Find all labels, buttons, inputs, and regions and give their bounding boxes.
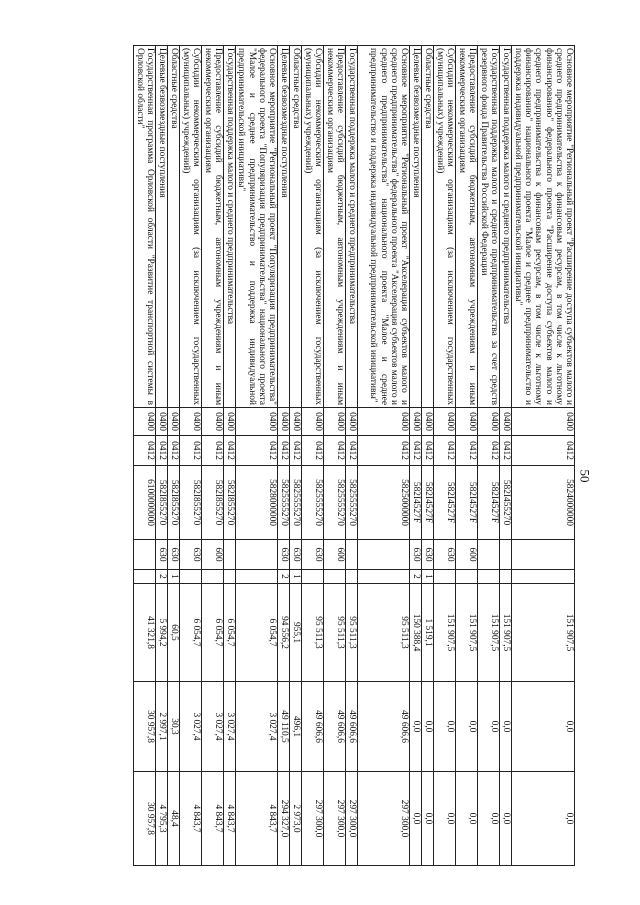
target-article-cell: 5824000000 — [512, 466, 575, 540]
amount-year1-cell: 6 054,7 — [236, 584, 278, 682]
target-article-cell: 582I455270 — [500, 466, 512, 540]
row-name-cell: Государственная поддержка малого и среднего предпринимательства — [500, 46, 512, 408]
section-code-cell: 0400 — [422, 408, 434, 436]
rotated-budget-table-area — [60, 45, 575, 865]
amount-year2-cell: 0,0 — [434, 682, 456, 772]
amount-year3-cell: 294 327,0 — [278, 772, 290, 866]
table-row — [422, 46, 434, 866]
section-code-cell: 0400 — [202, 408, 224, 436]
funding-source-cell: 1 — [422, 570, 434, 584]
expense-type-cell — [358, 540, 410, 570]
subsection-code-cell: 0412 — [346, 436, 358, 466]
amount-year2-cell: 30 957,8 — [134, 682, 156, 772]
expense-type-cell — [500, 540, 512, 570]
subsection-code-cell: 0412 — [202, 436, 224, 466]
section-code-cell: 0400 — [358, 408, 410, 436]
table-row — [202, 46, 224, 866]
subsection-code-cell: 0412 — [290, 436, 302, 466]
row-name-cell: Основное мероприятие "Региональный проект "Расширение доступа субъектов малого и среднего предпринимательства к финансовым ресурсам, в том числе к льготному финансированию" федерального проекта "Расширение доступа субъектов малого и среднего предпринимательства к финансовым ресурсам, в том числе к льготному финансированию" национального проекта "Малое и среднее предпринимательство и поддержка индивидуальной предпринимательской инициативы" — [512, 46, 575, 408]
amount-year2-cell: 30,3 — [168, 682, 180, 772]
table-row — [434, 46, 456, 866]
funding-source-cell — [478, 570, 500, 584]
amount-year2-cell: 2 997,1 — [156, 682, 168, 772]
table-row — [290, 46, 302, 866]
table-row — [156, 46, 168, 866]
table-row — [358, 46, 410, 866]
target-article-cell: 582I4527F — [422, 466, 434, 540]
expense-type-cell: 630 — [180, 540, 202, 570]
subsection-code-cell: 0412 — [134, 436, 156, 466]
subsection-code-cell: 0412 — [358, 436, 410, 466]
amount-year1-cell: 5 994,2 — [156, 584, 168, 682]
funding-source-cell — [358, 570, 410, 584]
subsection-code-cell: 0412 — [278, 436, 290, 466]
table-row — [224, 46, 236, 866]
amount-year2-cell: 3 027,4 — [202, 682, 224, 772]
target-article-cell: 582I855270 — [224, 466, 236, 540]
amount-year3-cell: 297 300,0 — [358, 772, 410, 866]
target-article-cell: 582I855270 — [180, 466, 202, 540]
amount-year2-cell: 0,0 — [478, 682, 500, 772]
row-name-cell: Целевые безвозмездные поступления — [278, 46, 290, 408]
section-code-cell: 0400 — [478, 408, 500, 436]
section-code-cell: 0400 — [290, 408, 302, 436]
amount-year1-cell: 151 907,5 — [500, 584, 512, 682]
table-row — [168, 46, 180, 866]
target-article-cell: 5825555270 — [290, 466, 302, 540]
section-code-cell: 0400 — [278, 408, 290, 436]
amount-year2-cell: 3 027,4 — [236, 682, 278, 772]
subsection-code-cell: 0412 — [236, 436, 278, 466]
funding-source-cell — [324, 570, 346, 584]
amount-year3-cell: 0,0 — [512, 772, 575, 866]
funding-source-cell — [180, 570, 202, 584]
section-code-cell: 0400 — [434, 408, 456, 436]
amount-year3-cell: 4 843,7 — [180, 772, 202, 866]
funding-source-cell — [236, 570, 278, 584]
expense-type-cell: 600 — [456, 540, 478, 570]
amount-year1-cell: 6 054,7 — [202, 584, 224, 682]
funding-source-cell: 2 — [410, 570, 422, 584]
expense-type-cell — [512, 540, 575, 570]
row-name-cell: Субсидии некоммерческим организациям (за исключением государственных (муниципальных) учреждений) — [302, 46, 324, 408]
amount-year2-cell: 0,0 — [500, 682, 512, 772]
funding-source-cell — [134, 570, 156, 584]
section-code-cell: 0400 — [302, 408, 324, 436]
amount-year1-cell: 60,5 — [168, 584, 180, 682]
amount-year1-cell: 151 907,5 — [478, 584, 500, 682]
section-code-cell: 0400 — [236, 408, 278, 436]
target-article-cell: 582I4527F — [410, 466, 422, 540]
funding-source-cell — [434, 570, 456, 584]
amount-year1-cell: 150 388,4 — [410, 584, 422, 682]
target-article-cell: 582I855270 — [202, 466, 224, 540]
amount-year1-cell: 95 511,3 — [346, 584, 358, 682]
section-code-cell: 0400 — [500, 408, 512, 436]
funding-source-cell — [500, 570, 512, 584]
amount-year3-cell: 0,0 — [434, 772, 456, 866]
amount-year1-cell: 95 511,3 — [324, 584, 346, 682]
amount-year3-cell: 4 843,7 — [236, 772, 278, 866]
funding-source-cell — [302, 570, 324, 584]
table-row — [180, 46, 202, 866]
subsection-code-cell: 0412 — [410, 436, 422, 466]
amount-year3-cell: 297 300,0 — [346, 772, 358, 866]
target-article-cell: 582I855270 — [168, 466, 180, 540]
amount-year2-cell: 496,1 — [290, 682, 302, 772]
row-name-cell: Предоставление субсидий бюджетным, автономным учреждениям и иным некоммерческим организациям — [202, 46, 224, 408]
row-name-cell: Целевые безвозмездные поступления — [410, 46, 422, 408]
budget-table — [133, 45, 575, 866]
amount-year2-cell: 3 027,4 — [180, 682, 202, 772]
amount-year3-cell: 4 843,7 — [202, 772, 224, 866]
amount-year1-cell: 41 321,8 — [134, 584, 156, 682]
subsection-code-cell: 0412 — [156, 436, 168, 466]
amount-year1-cell: 151 907,5 — [434, 584, 456, 682]
amount-year2-cell: 49 606,6 — [324, 682, 346, 772]
table-row — [478, 46, 500, 866]
amount-year3-cell: 4 795,3 — [156, 772, 168, 866]
amount-year1-cell: 151 907,5 — [456, 584, 478, 682]
amount-year2-cell: 0,0 — [410, 682, 422, 772]
target-article-cell: 5825555270 — [346, 466, 358, 540]
target-article-cell: 582I4527F — [478, 466, 500, 540]
amount-year1-cell: 1 519,1 — [422, 584, 434, 682]
expense-type-cell: 630 — [302, 540, 324, 570]
amount-year2-cell: 0,0 — [422, 682, 434, 772]
table-row — [236, 46, 278, 866]
amount-year2-cell: 49 606,6 — [346, 682, 358, 772]
amount-year2-cell: 0,0 — [456, 682, 478, 772]
amount-year1-cell: 95 511,3 — [302, 584, 324, 682]
subsection-code-cell: 0412 — [512, 436, 575, 466]
funding-source-cell — [512, 570, 575, 584]
expense-type-cell — [236, 540, 278, 570]
subsection-code-cell: 0412 — [168, 436, 180, 466]
expense-type-cell — [134, 540, 156, 570]
amount-year1-cell: 94 556,2 — [278, 584, 290, 682]
amount-year3-cell: 0,0 — [456, 772, 478, 866]
funding-source-cell: 2 — [156, 570, 168, 584]
amount-year1-cell: 6 054,7 — [224, 584, 236, 682]
table-row — [456, 46, 478, 866]
expense-type-cell: 630 — [168, 540, 180, 570]
target-article-cell: 582I855270 — [156, 466, 168, 540]
section-code-cell: 0400 — [324, 408, 346, 436]
section-code-cell: 0400 — [168, 408, 180, 436]
table-row — [346, 46, 358, 866]
amount-year3-cell: 0,0 — [500, 772, 512, 866]
table-row — [500, 46, 512, 866]
target-article-cell: 6100000000 — [134, 466, 156, 540]
amount-year3-cell: 0,0 — [410, 772, 422, 866]
amount-year2-cell: 49 606,6 — [302, 682, 324, 772]
subsection-code-cell: 0412 — [456, 436, 478, 466]
row-name-cell: Государственная поддержка малого и среднего предпринимательства — [224, 46, 236, 408]
row-name-cell: Государственная поддержка малого и среднего предпринимательства за счет средств резервного фонда Правительства Российской Федерации — [478, 46, 500, 408]
subsection-code-cell: 0412 — [422, 436, 434, 466]
budget-table-body — [134, 46, 575, 866]
row-name-cell: Субсидии некоммерческим организациям (за исключением государственных (муниципальных) учреждений) — [434, 46, 456, 408]
section-code-cell: 0400 — [180, 408, 202, 436]
target-article-cell: 5825555270 — [324, 466, 346, 540]
expense-type-cell: 630 — [422, 540, 434, 570]
section-code-cell: 0400 — [134, 408, 156, 436]
row-name-cell: Областные средства — [168, 46, 180, 408]
section-code-cell: 0400 — [346, 408, 358, 436]
table-row — [324, 46, 346, 866]
target-article-cell: 5825555270 — [278, 466, 290, 540]
table-row — [512, 46, 575, 866]
amount-year3-cell: 30 957,8 — [134, 772, 156, 866]
section-code-cell: 0400 — [224, 408, 236, 436]
amount-year1-cell: 955,1 — [290, 584, 302, 682]
expense-type-cell: 630 — [278, 540, 290, 570]
target-article-cell: 582I4527F — [456, 466, 478, 540]
funding-source-cell: 1 — [168, 570, 180, 584]
row-name-cell: Государственная программа Орловской области "Развитие транспортной системы в Орловской области" — [134, 46, 156, 408]
amount-year3-cell: 0,0 — [478, 772, 500, 866]
section-code-cell: 0400 — [410, 408, 422, 436]
table-row — [278, 46, 290, 866]
target-article-cell: 5828000000 — [236, 466, 278, 540]
amount-year2-cell: 49 110,5 — [278, 682, 290, 772]
section-code-cell: 0400 — [156, 408, 168, 436]
row-name-cell: Областные средства — [422, 46, 434, 408]
funding-source-cell: 2 — [278, 570, 290, 584]
subsection-code-cell: 0412 — [302, 436, 324, 466]
amount-year3-cell: 0,0 — [422, 772, 434, 866]
table-row — [410, 46, 422, 866]
funding-source-cell — [346, 570, 358, 584]
table-row — [134, 46, 156, 866]
amount-year2-cell: 49 606,6 — [358, 682, 410, 772]
subsection-code-cell: 0412 — [180, 436, 202, 466]
row-name-cell: Предоставление субсидий бюджетным, автономным учреждениям и иным некоммерческим организациям — [456, 46, 478, 408]
funding-source-cell — [224, 570, 236, 584]
table-row — [302, 46, 324, 866]
amount-year3-cell: 4 843,7 — [224, 772, 236, 866]
amount-year1-cell: 95 511,3 — [358, 584, 410, 682]
expense-type-cell — [478, 540, 500, 570]
expense-type-cell: 630 — [410, 540, 422, 570]
target-article-cell: 5825555270 — [302, 466, 324, 540]
row-name-cell: Предоставление субсидий бюджетным, автономным учреждениям и иным некоммерческим организациям — [324, 46, 346, 408]
expense-type-cell — [224, 540, 236, 570]
row-name-cell: Государственная поддержка малого и среднего предпринимательства — [346, 46, 358, 408]
row-name-cell: Субсидии некоммерческим организациям (за исключением государственных (муниципальных) учреждений) — [180, 46, 202, 408]
target-article-cell: 5825000000 — [358, 466, 410, 540]
amount-year3-cell: 48,4 — [168, 772, 180, 866]
funding-source-cell — [202, 570, 224, 584]
target-article-cell: 582I4527F — [434, 466, 456, 540]
funding-source-cell: 1 — [290, 570, 302, 584]
row-name-cell: Целевые безвозмездные поступления — [156, 46, 168, 408]
amount-year1-cell: 6 054,7 — [180, 584, 202, 682]
expense-type-cell: 630 — [434, 540, 456, 570]
funding-source-cell — [456, 570, 478, 584]
expense-type-cell: 600 — [202, 540, 224, 570]
expense-type-cell: 630 — [156, 540, 168, 570]
amount-year1-cell: 151 907,5 — [512, 584, 575, 682]
subsection-code-cell: 0412 — [434, 436, 456, 466]
amount-year2-cell: 0,0 — [512, 682, 575, 772]
row-name-cell: Областные средства — [290, 46, 302, 408]
section-code-cell: 0400 — [512, 408, 575, 436]
amount-year3-cell: 297 300,0 — [324, 772, 346, 866]
subsection-code-cell: 0412 — [500, 436, 512, 466]
row-name-cell: Основное мероприятие "Региональный проект "Акселерация субъектов малого и среднего предпринимательства" федерального проекта "Акселерация субъектов малого и среднего предпринимательства" национального проекта "Малое и среднее предпринимательство и поддержка индивидуальной предпринимательской инициативы" — [358, 46, 410, 408]
row-name-cell: Основное мероприятие "Региональный проект "Популяризация предпринимательства" федерального проекта "Популяризация предпринимательства" национального проекта "Малое и среднее предпринимательство и поддержка индивидуальной предпринимательской инициативы" — [236, 46, 278, 408]
amount-year2-cell: 3 027,4 — [224, 682, 236, 772]
subsection-code-cell: 0412 — [224, 436, 236, 466]
subsection-code-cell: 0412 — [478, 436, 500, 466]
budget-table-wrapper — [60, 45, 575, 865]
subsection-code-cell: 0412 — [324, 436, 346, 466]
expense-type-cell: 600 — [324, 540, 346, 570]
amount-year3-cell: 2 973,0 — [290, 772, 302, 866]
page-number: 50 — [577, 469, 593, 483]
section-code-cell: 0400 — [456, 408, 478, 436]
expense-type-cell: 630 — [290, 540, 302, 570]
amount-year3-cell: 297 300,0 — [302, 772, 324, 866]
expense-type-cell — [346, 540, 358, 570]
